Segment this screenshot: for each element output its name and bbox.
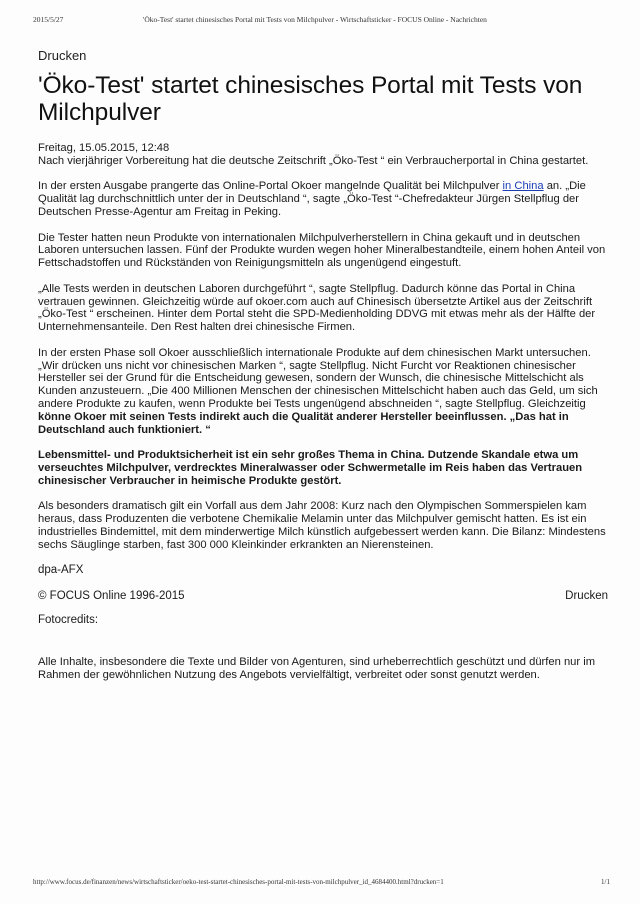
rights-notice: Alle Inhalte, insbesondere die Texte und Bilder von Agenturen, sind urheberrechtlich geschützt und dürfen nur im Rahmen der gewöhnlichen Nutzung des Angebots vervielfältigt, verbreitet oder sonst genutzt werden. <box>38 656 596 682</box>
article-paragraph-3: „Alle Tests werden in deutschen Laboren durchgeführt “, sagte Stellpflug. Dadurch könne das Portal in China vertrauen gewinnen. Gleichzeitig würde auf okoer.com auch auf Chinesisch übersetzte Artikel aus der Zeitschrift „Öko-Test “ erscheinen. Hinter dem Portal steht die SPD-Medienholding DDVG mit etwas mehr als der Hälfte der Unternehmensanteile. Den Rest halten drei chinesische Firmen. <box>38 282 596 334</box>
print-link-bottom[interactable]: Drucken <box>565 590 608 603</box>
footer-row <box>38 590 608 606</box>
article-paragraph-2: Die Tester hatten neun Produkte von internationalen Milchpulverherstellern in China gekauft und in deutschen Laboren untersuchen lassen. Fünf der Produkte wurden wegen hoher Mineralbestandteile, einem hohen Anteil von Fettschadstoffen und Rückständen von Reinigungsmitteln als ungenügend eingestuft. <box>38 231 606 270</box>
article-paragraph-4 <box>38 347 608 437</box>
paragraph-text: an. „Die Qualität lag durchschnittlich unter der in Deutschland “, sagte „Öko-Test “-Chefredakteur Jürgen Stellpflug der Deutschen Presse-Agentur am Freitag in Peking. <box>38 180 586 218</box>
print-header <box>33 15 607 29</box>
article-lead: Nach vierjähriger Vorbereitung hat die deutsche Zeitschrift „Öko-Test “ ein Verbraucherportal in China gestartet. <box>38 154 589 167</box>
article-headline: 'Öko-Test' startet chinesisches Portal mit Tests von Milchpulver <box>38 72 583 126</box>
agency-credit: dpa-AFX <box>38 564 84 577</box>
copyright: © FOCUS Online 1996-2015 <box>38 590 185 603</box>
article-date: Freitag, 15.05.2015, 12:48 <box>38 142 170 154</box>
print-page-title: 'Öko-Test' startet chinesisches Portal mit Tests von Milchpulver - Wirtschaftsticker - FOCUS Online - Nachrichten <box>143 15 487 24</box>
paragraph-text: In der ersten Ausgabe prangerte das Online-Portal Okoer mangelnde Qualität bei Milchpulver <box>38 180 503 193</box>
print-date: 2015/5/27 <box>33 15 64 24</box>
china-link[interactable]: in China <box>502 180 544 193</box>
print-footer <box>33 878 610 890</box>
fotocredits-label: Fotocredits: <box>38 614 99 627</box>
article-paragraph-5: Lebensmittel- und Produktsicherheit ist ein sehr großes Thema in China. Dutzende Skandale etwa um verseuchtes Milchpulver, verdrecktes Mineralwasser oder Schwermetalle im Reis haben das Vertrauen chinesischer Verbraucher in heimische Produkte gestört. <box>38 449 583 487</box>
article-container <box>38 48 608 682</box>
paragraph-text: In der ersten Phase soll Okoer ausschließlich internationale Produkte auf dem chinesischen Markt untersuchen. „Wir drücken uns nicht vor chinesischen Marken “, sagte Stellpflug. Nicht Furcht vor Reaktionen chinesischer Hersteller sei der Grund für die Entscheidung gewesen, sondern der Wunsch, die chinesische Mittelschicht als Kunden anzusteuern. „Die 400 Millionen Menschen der chinesischen Mittelschicht haben auch das Geld, um sich andere Produkte zu kaufen, wenn Produkte bei Tests ungenügend abschneiden “, sagte Stellpflug. Gleichzeitig <box>38 346 598 410</box>
paragraph-bold-text: könne Okoer mit seinen Tests indirekt auch die Qualität anderer Hersteller beeinflussen. „Das hat in Deutschland auch funktioniert. “ <box>38 410 569 436</box>
page-number: 1/1 <box>601 878 610 886</box>
print-link-top[interactable]: Drucken <box>38 48 87 63</box>
print-url: http://www.focus.de/finanzen/news/wirtschaftsticker/oeko-test-startet-chinesisches-portal-mit-tests-von-milchpulver_id_4684400.html?drucken=1 <box>33 878 444 886</box>
article-paragraph-1 <box>38 180 608 218</box>
article-paragraph-6: Als besonders dramatisch gilt ein Vorfall aus dem Jahr 2008: Kurz nach den Olympischen Sommerspielen kam heraus, dass Produzenten die verbotene Chemikalie Melamin unter das Milchpulver gemischt hatten. Es ist ein industrielles Bindemittel, mit dem minderwertige Milch künstlich aufgebessert werden kann. Die Bilanz: Mindestens sechs Säuglinge starben, fast 300 000 Kleinkinder erkrankten an Nierensteinen. <box>38 500 606 551</box>
